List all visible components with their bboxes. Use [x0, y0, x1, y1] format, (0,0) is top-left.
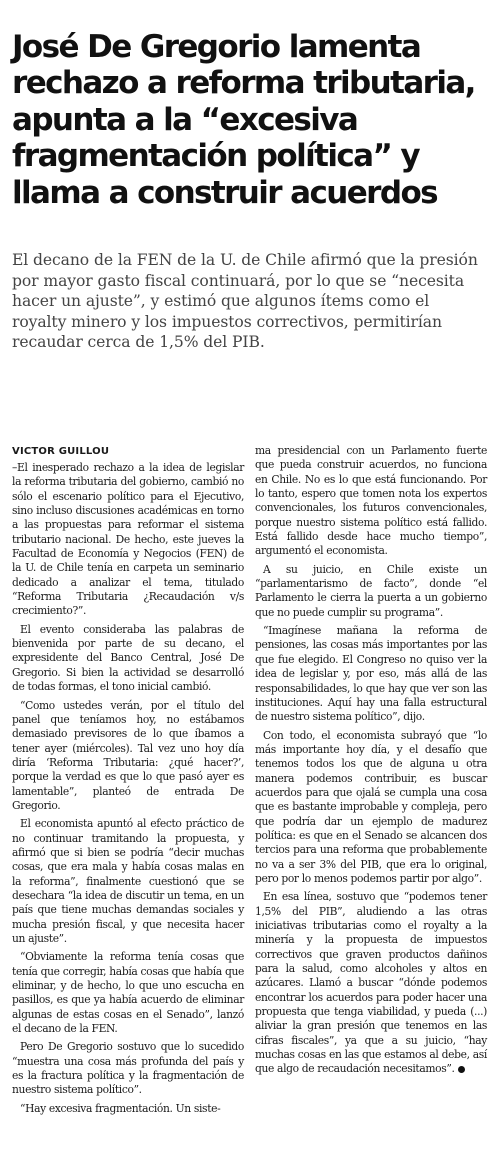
body-paragraph-last [255, 890, 487, 1076]
article-column-right [255, 444, 487, 1081]
article-headline: José De Gregorio lamenta rechazo a reforma tributaria, apunta a la “excesiva fragmentación política” y llama a construir acuerdos [12, 28, 475, 211]
body-paragraph: ma presidencial con un Parlamento fuerte que pueda construir acuerdos, no funciona en Chile. No es lo que está funcionando. Por lo tanto, espero que tomen nota los expertos convencionales, los futuros convencionales, porque nuestro sistema político está fallido. Está fallido desde hace mucho tiempo”, argumentó el economista. [255, 444, 487, 558]
article-column-left [12, 445, 244, 1120]
body-paragraph: “Imagínese mañana la reforma de pensiones, las cosas más importantes por las que fue elegido. El Congreso no quiso ver la idea de legislar y, por eso, más allá de las responsabilidades, lo que hay que ver son las instituciones. Aquí hay una falla estructural de nuestro sistema político”, dijo. [255, 624, 487, 724]
body-paragraph: –El inesperado rechazo a la idea de legislar la reforma tributaria del gobierno, cambió no sólo el escenario político para el Ejecutivo, sino incluso discusiones académicas en torno a las propuestas para reformar el sistema tributario nacional. De hecho, este jueves la Facultad de Economía y Negocios (FEN) de la U. de Chile tenía en carpeta un seminario dedicado a analizar el tema, titulado “Reforma Tributaria ¿Recaudación v/s crecimiento?”. [12, 461, 244, 618]
body-paragraph: “Obviamente la reforma tenía cosas que tenía que corregir, había cosas que había que eliminar, y de hecho, lo que uno escucha en pasillos, es que ya había acuerdo de eliminar algunas de estas cosas en el Senado”, lanzó el decano de la FEN. [12, 950, 244, 1036]
body-paragraph: A su juicio, en Chile existe un “parlamentarismo de facto”, donde “el Parlamento le cierra la puerta a un gobierno que no puede cumplir su programa”. [255, 562, 487, 619]
body-paragraph: “Hay excesiva fragmentación. Un siste- [20, 1101, 221, 1115]
body-paragraph: Pero De Gregorio sostuvo que lo sucedido “muestra una cosa más profunda del país y es la fractura política y la fragmentación de nuestro sistema político”. [12, 1040, 244, 1097]
body-paragraph: El economista apuntó al efecto práctico de no continuar tramitando la propuesta, y afirmó que si bien se podría “decir muchas cosas, que era mala y había cosas malas en la reforma”, finalmente cuestionó que se desechara “la idea de discutir un tema, en un país que tiene muchas demandas sociales y mucha presión fiscal, y que necesita hacer un ajuste”. [12, 817, 244, 945]
body-paragraph: “Como ustedes verán, por el título del panel que teníamos hoy, no estábamos demasiado previsores de lo que íbamos a tener ayer (miércoles). Tal vez uno hoy día diría ‘Reforma Tributaria: ¿qué hacer?’, porque la verdad es que lo que pasó ayer es lamentable”, planteó de entrada De Gregorio. [12, 698, 244, 812]
end-of-article-icon [458, 1066, 465, 1073]
body-paragraph: El evento consideraba las palabras de bienvenida por parte de su decano, el expresidente del Banco Central, José De Gregorio. Si bien la actividad se desarrolló de todas formas, el tono inicial cambió. [12, 622, 244, 694]
article-byline: VICTOR GUILLOU [12, 446, 110, 457]
article-deck: El decano de la FEN de la U. de Chile afirmó que la presión por mayor gasto fiscal continuará, por lo que se “necesita hacer un ajuste”, y estimó que algunos ítems como el royalty minero y los impuestos correctivos, permitirían recaudar cerca de 1,5% del PIB. [12, 251, 478, 351]
last-paragraph-text: En esa línea, sostuvo que “podemos tener 1,5% del PIB”, aludiendo a las otras iniciativas tributarias como el royalty a la minería y la propuesta de impuestos correctivos que graven productos dañinos para la salud, como alcoholes y altos en azúcares. Llamó a buscar “dónde podemos encontrar los acuerdos para poder hacer una propuesta que tenga viabilidad, y pueda (...) aliviar la gran presión que tenemos en las cifras fiscales”, ya que a su juicio, “hay muchas cosas en las que estamos al debe, así que algo de recaudación necesitamos”. [255, 890, 487, 1076]
body-paragraph: Con todo, el economista subrayó que “lo más importante hoy día, y el desafío que tenemos todos los que de alguna u otra manera podemos contribuir, es buscar acuerdos para que ojalá se cumpla una cosa que es bastante improbable y compleja, pero que podría dar un ejemplo de madurez política: es que en el Senado se alcancen dos tercios para una reforma que probablemente no va a ser 3% del PIB, que era lo original, pero por lo menos podemos partir por algo”. [255, 728, 487, 885]
